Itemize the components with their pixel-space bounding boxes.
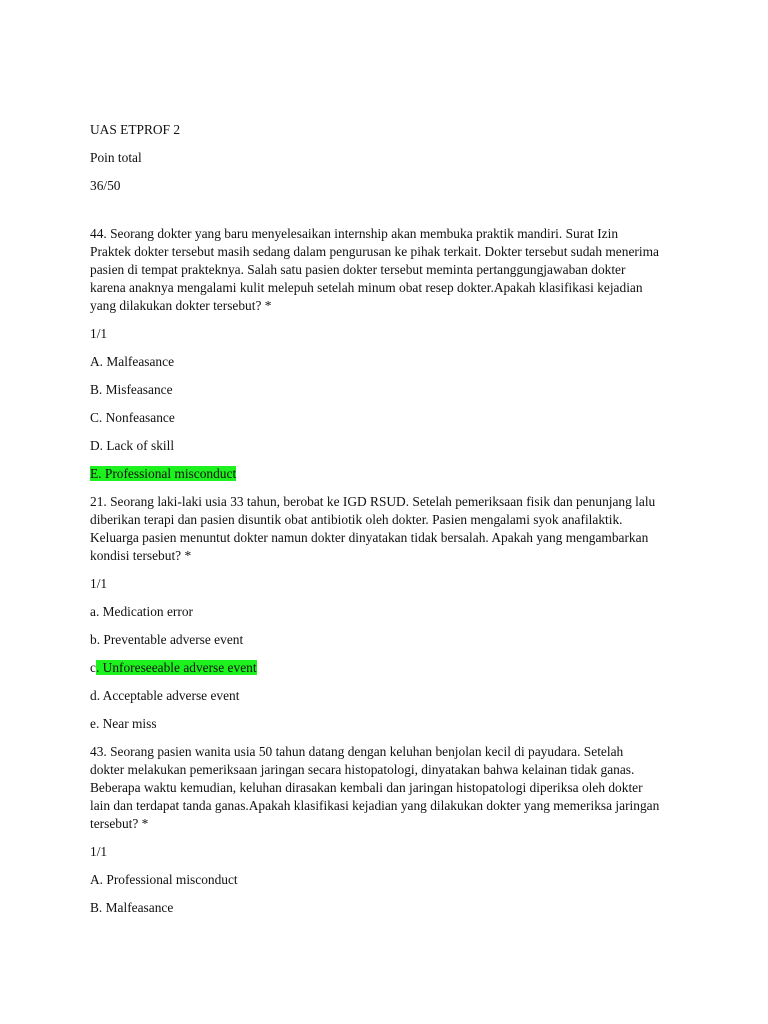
answer-option — [90, 899, 690, 917]
question-44 — [90, 225, 690, 483]
option-text: b. Preventable adverse event — [90, 632, 244, 647]
option-text: C. Nonfeasance — [90, 410, 175, 425]
answer-option — [90, 437, 690, 455]
option-text: B. Malfeasance — [90, 900, 174, 915]
answer-option — [90, 603, 690, 621]
answer-option — [90, 631, 690, 649]
option-text: a. Medication error — [90, 604, 193, 619]
points-label: Poin total — [90, 150, 142, 165]
option-text: D. Lack of skill — [90, 438, 175, 453]
option-text: B. Misfeasance — [90, 382, 173, 397]
question-21 — [90, 493, 690, 733]
answer-option — [90, 353, 690, 371]
question-text-line: 43. Seorang pasien wanita usia 50 tahun datang dengan keluhan benjolan kecil di payudara. Setelah — [90, 744, 624, 759]
question-score: 1/1 — [90, 326, 108, 341]
question-text-line: 44. Seorang dokter yang baru menyelesaikan internship akan membuka praktik mandiri. Surat Izin — [90, 226, 619, 241]
option-text: A. Malfeasance — [90, 354, 175, 369]
highlighted-answer: . Unforeseeable adverse event — [95, 660, 257, 675]
question-text-line: kondisi tersebut? * — [90, 548, 192, 563]
question-text-line: yang dilakukan dokter tersebut? * — [90, 298, 272, 313]
question-text — [90, 493, 690, 565]
option-text: e. Near miss — [90, 716, 157, 731]
question-text — [90, 225, 690, 315]
question-text-line: pasien di tempat prakteknya. Salah satu pasien dokter tersebut meminta pertanggungjawaban dokter — [90, 262, 626, 277]
document-page — [90, 121, 690, 927]
question-text-line: karena anaknya mengalami kulit melepuh setelah minum obat resep dokter.Apakah klasifikasi kejadian — [90, 280, 643, 295]
document-title: UAS ETPROF 2 — [90, 122, 181, 137]
option-text: A. Professional misconduct — [90, 872, 238, 887]
option-prefix: c — [90, 660, 96, 675]
answer-option-highlighted — [90, 659, 690, 677]
question-score: 1/1 — [90, 844, 108, 859]
question-score: 1/1 — [90, 576, 108, 591]
question-43 — [90, 743, 690, 917]
question-text-line: lain dan terdapat tanda ganas.Apakah klasifikasi kejadian yang dilakukan dokter yang memeriksa jaringan — [90, 798, 660, 813]
highlighted-answer: E. Professional misconduct — [90, 466, 237, 481]
question-text-line: Praktek dokter tersebut masih sedang dalam pengurusan ke pihak terkait. Dokter tersebut sudah menerima — [90, 244, 659, 259]
answer-option — [90, 687, 690, 705]
question-text-line: Keluarga pasien menuntut dokter namun dokter dinyatakan tidak bersalah. Apakah yang mengambarkan — [90, 530, 649, 545]
question-text-line: 21. Seorang laki-laki usia 33 tahun, berobat ke IGD RSUD. Setelah pemeriksaan fisik dan penunjang lalu — [90, 494, 656, 509]
answer-option-highlighted — [90, 465, 690, 483]
answer-option — [90, 409, 690, 427]
question-text-line: tersebut? * — [90, 816, 149, 831]
question-text-line: diberikan terapi dan pasien disuntik obat antibiotik oleh dokter. Pasien mengalami syok anafilaktik. — [90, 512, 623, 527]
answer-option — [90, 381, 690, 399]
option-text: d. Acceptable adverse event — [90, 688, 240, 703]
section-spacer — [90, 195, 690, 225]
answer-option — [90, 871, 690, 889]
points-value: 36/50 — [90, 178, 121, 193]
answer-option — [90, 715, 690, 733]
question-text — [90, 743, 690, 833]
question-text-line: dokter melakukan pemeriksaan jaringan secara histopatologi, dinyatakan bahwa kelainan tidak ganas. — [90, 762, 635, 777]
question-text-line: Beberapa waktu kemudian, keluhan dirasakan kembali dan jaringan histopatologi diperiksa oleh dokter — [90, 780, 643, 795]
